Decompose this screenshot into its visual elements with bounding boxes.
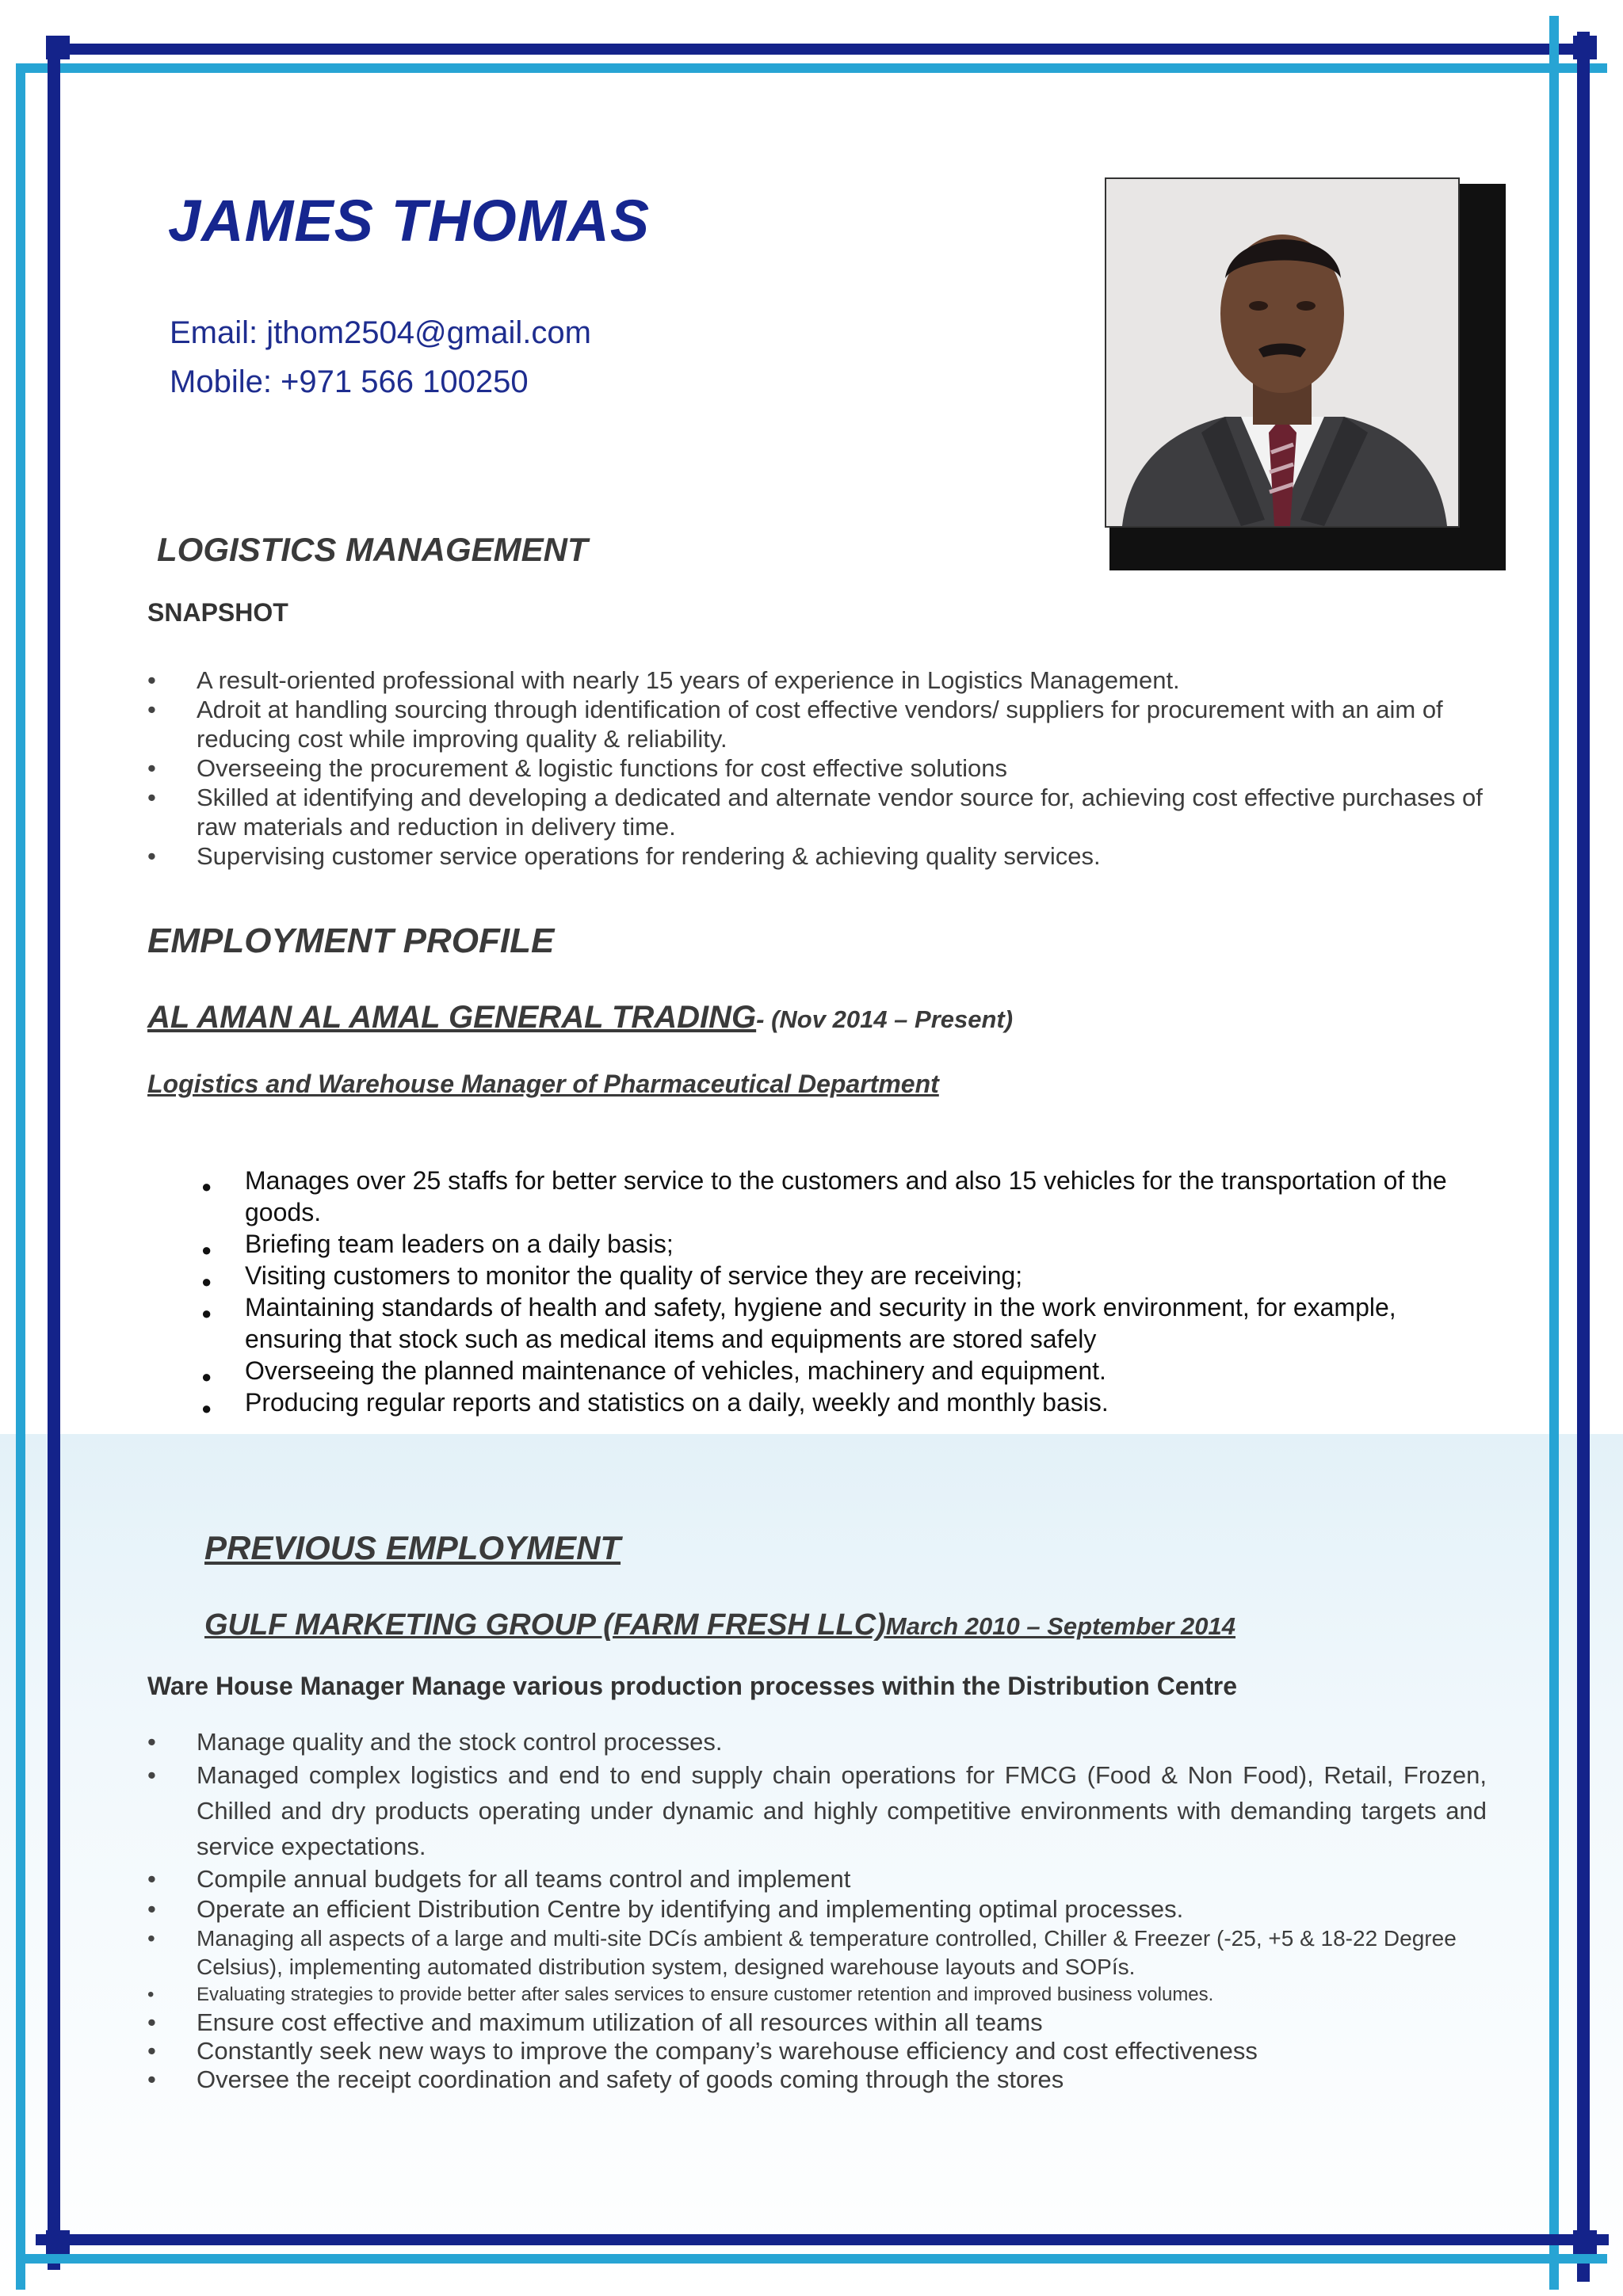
snapshot-list (147, 666, 1487, 871)
previous-company-name: GULF MARKETING GROUP (FARM FRESH LLC) (204, 1608, 886, 1642)
section-title-employment: EMPLOYMENT PROFILE (147, 921, 555, 960)
list-item: ● Briefing team leaders on a daily basis; (198, 1228, 1482, 1260)
previous-role: Ware House Manager Manage various production processes within the Distribution Centre (147, 1672, 1238, 1700)
previous-duties-list (147, 1727, 1487, 2094)
list-item: • A result-oriented professional with nearly 15 years of experience in Logistics Management. (147, 666, 1487, 695)
portrait-icon (1106, 179, 1458, 526)
list-item: ● Overseeing the planned maintenance of vehicles, machinery and equipment. (198, 1355, 1482, 1386)
list-item: • Manage quality and the stock control processes. (147, 1727, 1487, 1757)
section-title-previous: PREVIOUS EMPLOYMENT (204, 1529, 621, 1566)
portrait-photo (1105, 177, 1460, 528)
list-item: ● Visiting customers to monitor the quality of service they are receiving; (198, 1260, 1482, 1291)
candidate-name: JAMES THOMAS (168, 188, 651, 254)
previous-company-period: March 2010 – September 2014 (885, 1612, 1236, 1640)
company-name: AL AMAN AL AMAL GENERAL TRADING (147, 1000, 757, 1035)
list-item: • Compile annual budgets for all teams control and implement (147, 1864, 1487, 1894)
list-item: • Evaluating strategies to provide better after sales services to ensure customer retention and improved business volumes. (147, 1981, 1487, 2008)
list-item: • Managed complex logistics and end to end supply chain operations for FMCG (Food & Non Food), Retail, Frozen, Chilled and dry products operating under dynamic and highly competitive environments with demanding targets and service expectations. (147, 1757, 1487, 1864)
list-item: • Supervising customer service operations for rendering & achieving quality services. (147, 841, 1487, 871)
section-title-logistics: LOGISTICS MANAGEMENT (157, 531, 588, 568)
list-item: • Oversee the receipt coordination and safety of goods coming through the stores (147, 2065, 1487, 2094)
mobile-text: Mobile: +971 566 100250 (170, 364, 529, 399)
current-company-line (147, 1000, 1013, 1035)
list-item: ● Maintaining standards of health and safety, hygiene and security in the work environment, for example, ensuring that stock such as medical items and equipments are stored safely (198, 1291, 1482, 1355)
list-item: • Overseeing the procurement & logistic functions for cost effective solutions (147, 753, 1487, 783)
list-item: ● Manages over 25 staffs for better service to the customers and also 15 vehicles for the transportation of the goods. (198, 1165, 1482, 1228)
list-item: • Skilled at identifying and developing a dedicated and alternate vendor source for, achieving cost effective purchases of raw materials and reduction in delivery time. (147, 783, 1487, 841)
employment-duties-list (198, 1165, 1482, 1418)
list-item: • Managing all aspects of a large and multi-site DCís ambient & temperature controlled, Chiller & Freezer (-25, +5 & 18-22 Degree Celsius), implementing automated distribution system, designed warehouse layouts and SOPís. (147, 1924, 1487, 1981)
email-text: Email: jthom2504@gmail.com (170, 315, 591, 350)
list-item: • Adroit at handling sourcing through identification of cost effective vendors/ suppliers for procurement with an aim of reducing cost while improving quality & reliability. (147, 695, 1487, 753)
list-item: ● Producing regular reports and statistics on a daily, weekly and monthly basis. (198, 1386, 1482, 1418)
list-item: • Operate an efficient Distribution Centre by identifying and implementing optimal processes. (147, 1894, 1487, 1924)
job-role: Logistics and Warehouse Manager of Pharmaceutical Department (147, 1070, 939, 1098)
company-period: - (Nov 2014 – Present) (756, 1005, 1014, 1033)
snapshot-label: SNAPSHOT (147, 598, 288, 627)
list-item: • Ensure cost effective and maximum utilization of all resources within all teams (147, 2008, 1487, 2037)
list-item: • Constantly seek new ways to improve the company’s warehouse efficiency and cost effectiveness (147, 2037, 1487, 2065)
previous-company-line (204, 1608, 1235, 1642)
